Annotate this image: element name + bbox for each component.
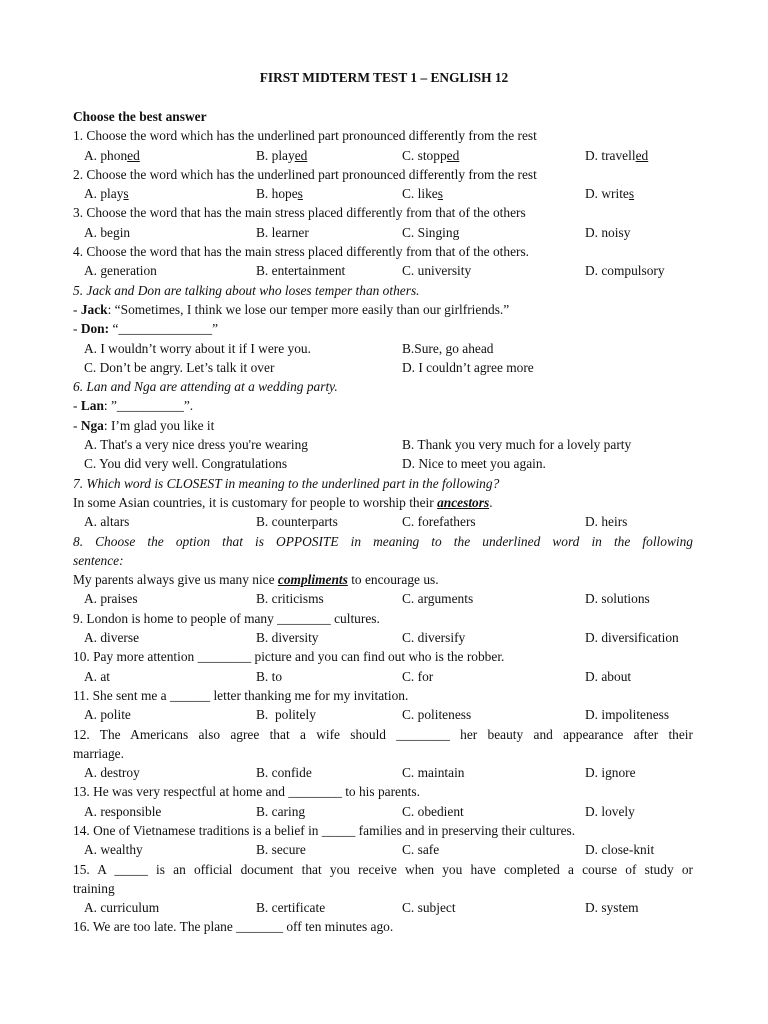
question-8-options — [73, 589, 693, 608]
q11-option-d[interactable]: D. impoliteness — [585, 707, 670, 723]
question-5-options-row1 — [73, 339, 693, 358]
q1-option-d-underlined: ed — [635, 147, 649, 163]
q8-sentence — [73, 570, 693, 589]
q11-option-c[interactable]: C. politeness — [402, 707, 472, 723]
q10-option-c[interactable]: C. for — [402, 668, 434, 684]
q5-jack-line — [73, 300, 693, 319]
question-4-options — [73, 261, 693, 280]
q5-option-a[interactable]: A. I wouldn’t worry about it if I were you. — [84, 340, 311, 356]
question-2-options — [73, 184, 693, 203]
q10-option-a[interactable]: A. at — [84, 668, 111, 684]
question-14-text: 14. One of Vietnamese traditions is a belief in _____ families and in preserving their cultures. — [73, 822, 576, 838]
question-11-options — [73, 705, 693, 724]
question-3-text: 3. Choose the word that has the main stress placed differently from that of the others — [73, 205, 526, 221]
q1-option-c[interactable] — [402, 146, 459, 165]
q6-nga-dash: - — [73, 417, 81, 433]
q5-option-b[interactable]: B.Sure, go ahead — [402, 340, 494, 356]
question-13-options — [73, 802, 693, 821]
question-6-text: 6. Lan and Nga are attending at a wedding party. — [73, 379, 338, 395]
q4-option-c[interactable]: C. university — [402, 263, 472, 279]
question-12-text-line1: 12. The Americans also agree that a wife should ________ her beauty and appearance after their — [73, 726, 693, 742]
question-8-text-line2: sentence: — [73, 552, 124, 568]
q3-option-d[interactable]: D. noisy — [585, 224, 631, 240]
q15-option-d[interactable]: D. system — [585, 900, 639, 916]
q6-lan-speaker: Lan — [80, 398, 104, 414]
q2-option-b-stem: B. hope — [256, 186, 298, 202]
question-3-options — [73, 223, 693, 242]
q8-sentence-end: to encourage us. — [347, 572, 439, 588]
q6-lan-speech: : ”__________”. — [103, 398, 194, 414]
q1-option-c-stem: C. stopp — [402, 147, 447, 163]
q10-option-d[interactable]: D. about — [585, 668, 632, 684]
q6-nga-speaker: Nga — [80, 417, 104, 433]
q15-option-b[interactable]: B. certificate — [256, 900, 326, 916]
q7-underlined-word: ancestors — [437, 494, 490, 510]
question-8-text-line1: 8. Choose the option that is OPPOSITE in meaning to the underlined word in the following — [73, 533, 693, 549]
question-7-options — [73, 512, 693, 531]
q3-option-b[interactable]: B. learner — [256, 224, 309, 240]
q7-option-d[interactable]: D. heirs — [585, 514, 628, 530]
q2-option-d-underlined: s — [628, 186, 635, 202]
q4-option-b[interactable]: B. entertainment — [256, 263, 346, 279]
q14-option-b[interactable]: B. secure — [256, 842, 306, 858]
q11-option-a[interactable]: A. polite — [84, 707, 131, 723]
question-1-text: 1. Choose the word which has the underlined part pronounced differently from the rest — [73, 128, 537, 144]
question-14-options — [73, 840, 693, 859]
q4-option-a[interactable]: A. generation — [84, 263, 157, 279]
q1-option-a[interactable] — [84, 146, 140, 165]
q8-option-c[interactable]: C. arguments — [402, 591, 474, 607]
q5-don-dash: - — [73, 321, 81, 337]
q9-option-b[interactable]: B. diversity — [256, 630, 319, 646]
question-10-options — [73, 667, 693, 686]
q8-option-b[interactable]: B. criticisms — [256, 591, 324, 607]
question-2-text: 2. Choose the word which has the underlined part pronounced differently from the rest — [73, 166, 537, 182]
q7-option-a[interactable]: A. altars — [84, 514, 130, 530]
q9-option-c[interactable]: C. diversify — [402, 630, 466, 646]
q8-underlined-word: compliments — [277, 572, 348, 588]
q13-option-a[interactable]: A. responsible — [84, 803, 162, 819]
q12-option-a[interactable]: A. destroy — [84, 765, 140, 781]
q1-option-a-stem: A. phon — [84, 147, 128, 163]
q7-option-b[interactable]: B. counterparts — [256, 514, 338, 530]
question-10-text: 10. Pay more attention ________ picture and you can find out who is the robber. — [73, 649, 505, 665]
q7-sentence-end: . — [489, 494, 493, 510]
q6-option-a[interactable]: A. That's a very nice dress you're wearing — [84, 437, 308, 453]
q12-option-c[interactable]: C. maintain — [402, 765, 465, 781]
q1-option-a-underlined: ed — [127, 147, 140, 163]
q15-option-c[interactable]: C. subject — [402, 900, 456, 916]
q6-option-d[interactable]: D. Nice to meet you again. — [402, 456, 546, 472]
q5-option-d[interactable]: D. I couldn’t agree more — [402, 359, 534, 375]
question-1-options — [73, 146, 693, 165]
q9-option-d[interactable]: D. diversification — [585, 630, 679, 646]
q6-lan-dash: - — [73, 398, 81, 414]
page-title: FIRST MIDTERM TEST 1 – ENGLISH 12 — [259, 70, 509, 85]
q5-jack-speech: : “Sometimes, I think we lose our temper more easily than our girlfriends.” — [107, 301, 510, 317]
question-9-text: 9. London is home to people of many ________ cultures. — [73, 610, 380, 626]
question-5-options-row2 — [73, 358, 693, 377]
section-heading: Choose the best answer — [73, 109, 207, 124]
q1-option-d-stem: D. travell — [585, 147, 636, 163]
q2-option-c[interactable] — [402, 184, 443, 203]
q1-option-d[interactable] — [585, 146, 648, 165]
q5-don-speech: “______________” — [109, 321, 219, 337]
q14-option-d[interactable]: D. close-knit — [585, 842, 655, 858]
q15-option-a[interactable]: A. curriculum — [84, 900, 160, 916]
question-15-text-line1: 15. A _____ is an official document that you receive when you have completed a course of study or — [73, 861, 693, 877]
q8-sentence-start: My parents always give us many nice — [73, 572, 278, 588]
q1-option-b-underlined: ed — [294, 147, 308, 163]
q5-jack-dash: - — [73, 301, 81, 317]
q12-option-b[interactable]: B. confide — [256, 765, 312, 781]
question-12-options — [73, 763, 693, 782]
q10-option-b[interactable]: B. to — [256, 668, 283, 684]
q5-jack-speaker: Jack — [80, 301, 108, 317]
question-list — [73, 107, 693, 937]
q7-sentence — [73, 493, 693, 512]
q12-option-d[interactable]: D. ignore — [585, 765, 636, 781]
q7-option-c[interactable]: C. forefathers — [402, 514, 476, 530]
question-5-text: 5. Jack and Don are talking about who loses temper than others. — [73, 282, 420, 298]
question-9-options — [73, 628, 693, 647]
question-15-text-line2: training — [73, 880, 115, 896]
question-4-text: 4. Choose the word that has the main stress placed differently from that of the others. — [73, 244, 530, 260]
q2-option-a-underlined: s — [123, 186, 129, 202]
q2-option-b-underlined: s — [297, 186, 303, 202]
q6-nga-speech: : I’m glad you like it — [103, 417, 215, 433]
q3-option-a[interactable]: A. begin — [84, 224, 131, 240]
q1-option-c-underlined: ed — [446, 147, 460, 163]
q2-option-a-stem: A. play — [84, 186, 124, 202]
q11-option-b[interactable]: B. politely — [256, 707, 316, 723]
question-13-text: 13. He was very respectful at home and ________ to his parents. — [73, 784, 420, 800]
q2-option-c-underlined: s — [437, 186, 443, 202]
q6-option-b[interactable]: B. Thank you very much for a lovely party — [402, 437, 632, 453]
q8-option-d[interactable]: D. solutions — [585, 591, 650, 607]
q6-option-c[interactable]: C. You did very well. Congratulations — [84, 456, 288, 472]
q4-option-d[interactable]: D. compulsory — [585, 263, 665, 279]
q8-option-a[interactable]: A. praises — [84, 591, 138, 607]
question-6-options-row2 — [73, 454, 693, 473]
q13-option-d[interactable]: D. lovely — [585, 803, 635, 819]
q14-option-c[interactable]: C. safe — [402, 842, 440, 858]
question-15-options — [73, 898, 693, 917]
q2-option-d[interactable] — [585, 184, 634, 203]
q6-lan-line — [73, 396, 693, 415]
q13-option-c[interactable]: C. obedient — [402, 803, 464, 819]
q6-nga-line — [73, 416, 693, 435]
q2-option-b[interactable] — [256, 184, 303, 203]
q2-option-a[interactable] — [84, 184, 129, 203]
q7-sentence-start: In some Asian countries, it is customary for people to worship their — [73, 494, 438, 510]
q1-option-b[interactable] — [256, 146, 307, 165]
q2-option-c-stem: C. like — [402, 186, 438, 202]
question-6-options-row1 — [73, 435, 693, 454]
question-12-text-line2: marriage. — [73, 745, 124, 761]
q1-option-b-stem: B. play — [256, 147, 295, 163]
q13-option-b[interactable]: B. caring — [256, 803, 306, 819]
q5-don-line — [73, 319, 693, 338]
q3-option-c[interactable]: C. Singing — [402, 224, 460, 240]
q2-option-d-stem: D. write — [585, 186, 629, 202]
q9-option-a[interactable]: A. diverse — [84, 630, 140, 646]
q5-don-speaker: Don: — [80, 321, 110, 337]
question-11-text: 11. She sent me a ______ letter thanking me for my invitation. — [73, 687, 409, 703]
q14-option-a[interactable]: A. wealthy — [84, 842, 143, 858]
question-16-text: 16. We are too late. The plane _______ off ten minutes ago. — [73, 919, 394, 935]
q5-option-c[interactable]: C. Don’t be angry. Let’s talk it over — [84, 359, 275, 375]
question-7-text: 7. Which word is CLOSEST in meaning to the underlined part in the following? — [73, 475, 500, 491]
